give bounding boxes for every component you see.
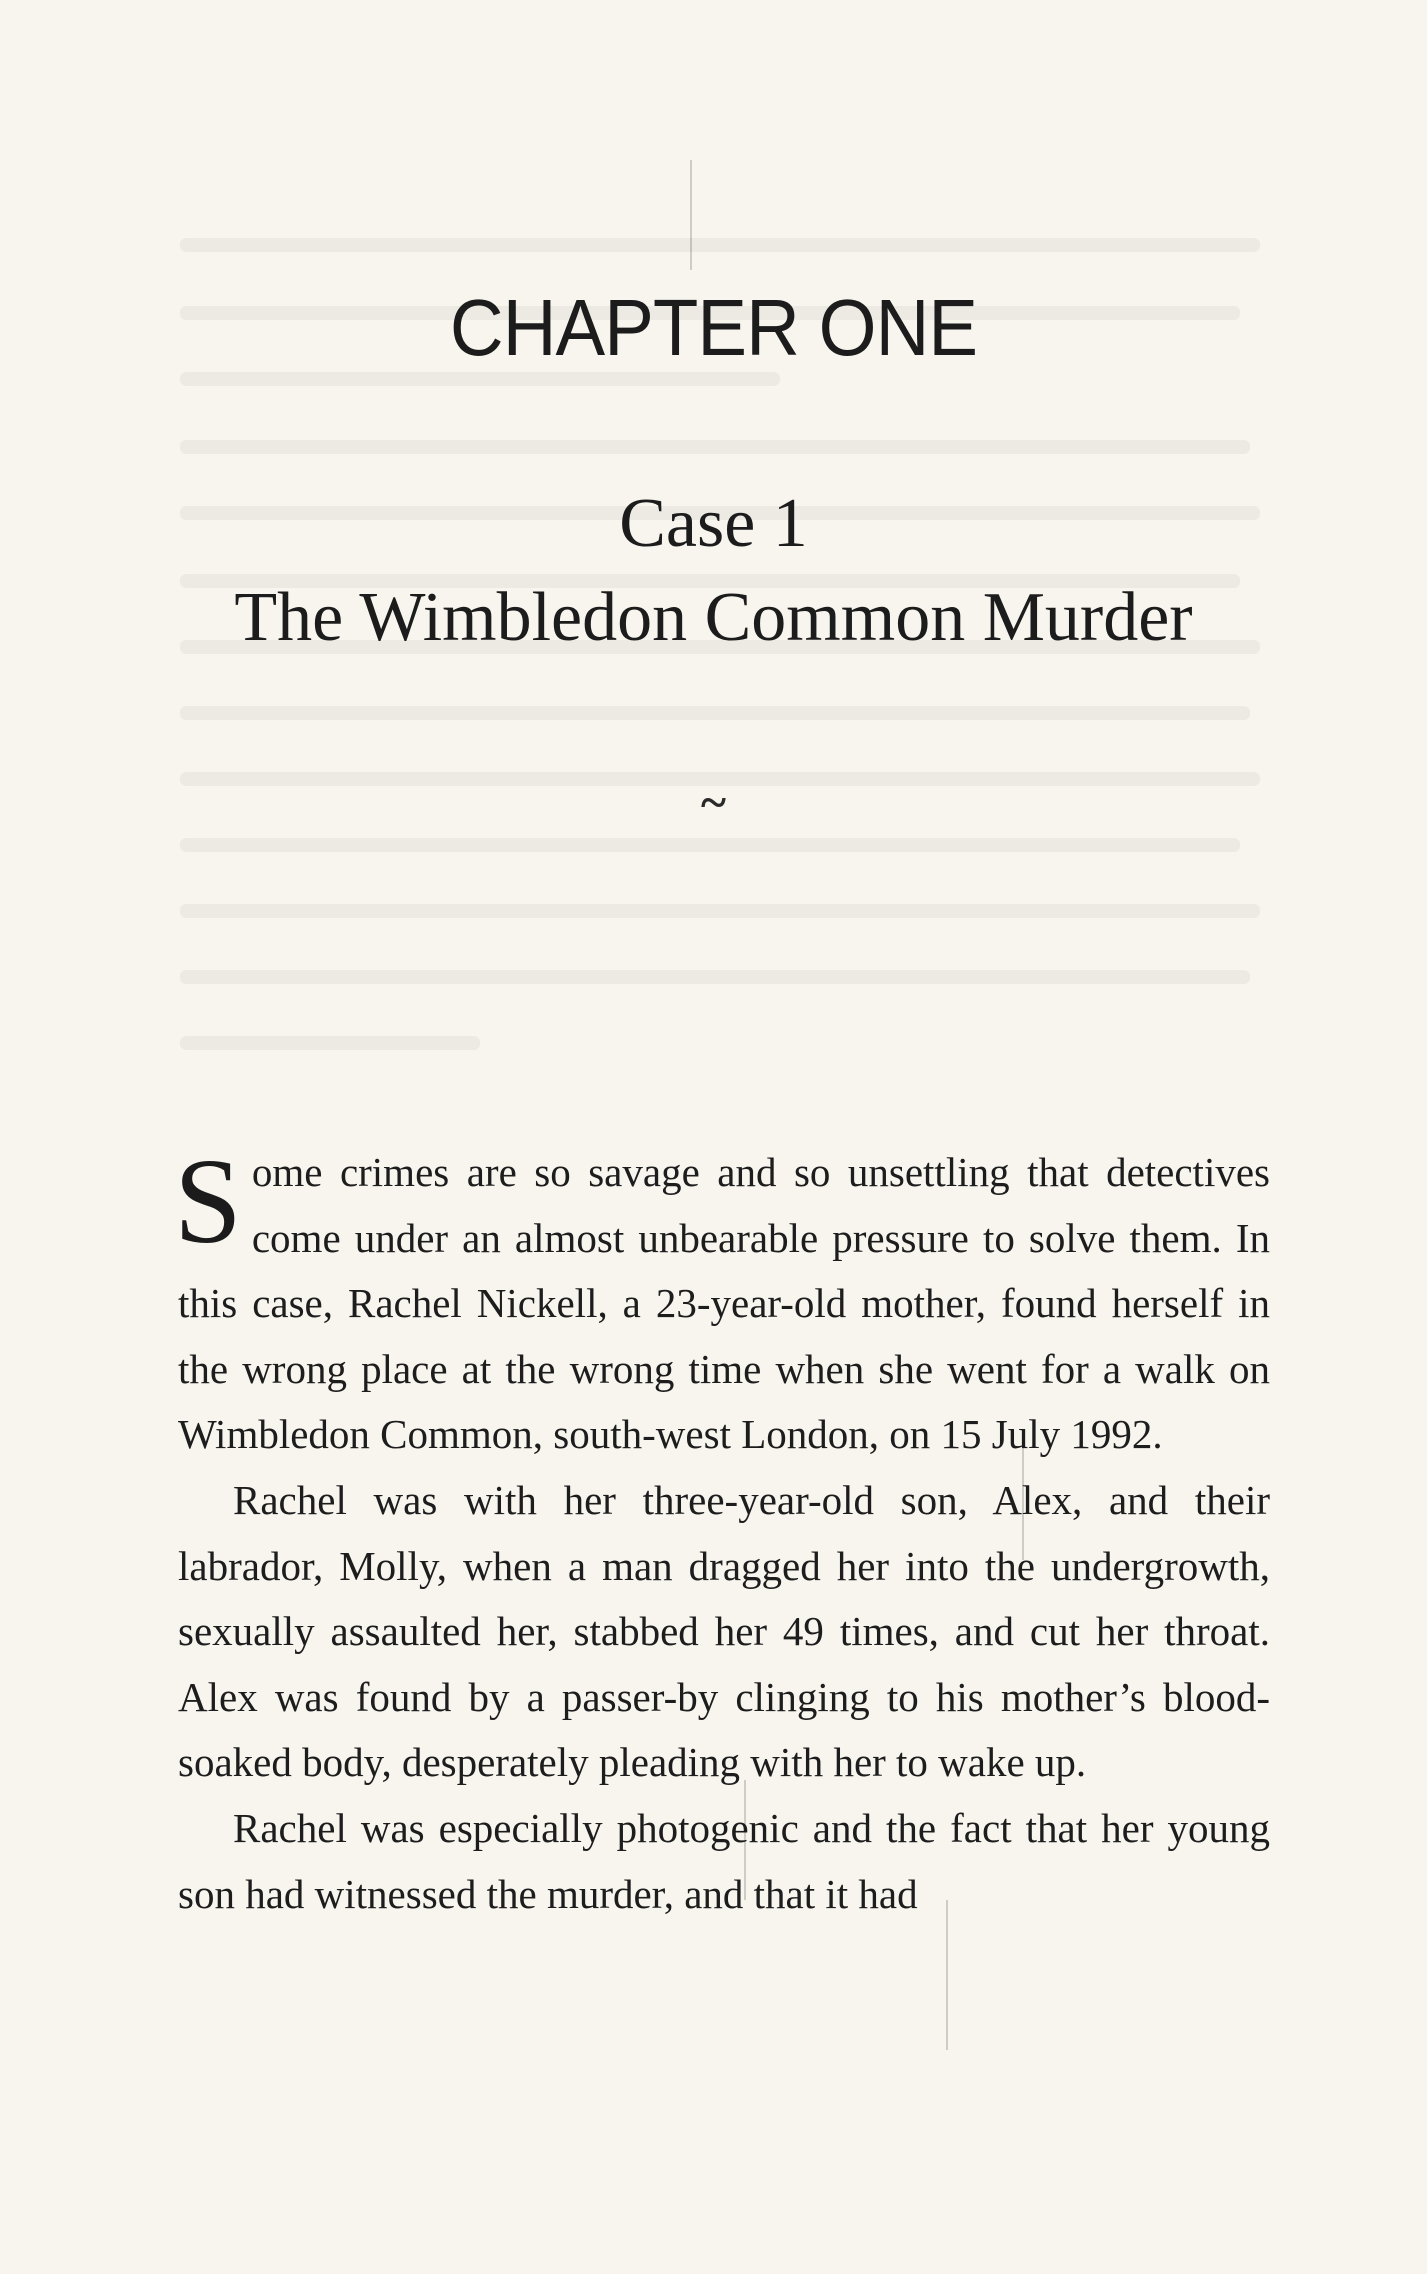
chapter-heading: CHAPTER ONE [449, 283, 978, 372]
show-through-mark [180, 440, 1250, 454]
scan-artifact-line [690, 160, 692, 270]
show-through-mark [180, 838, 1240, 852]
show-through-mark [180, 970, 1250, 984]
chapter-body [174, 1134, 1270, 1927]
case-number: Case 1 [619, 485, 808, 562]
ornament-divider: ~ [701, 776, 726, 829]
show-through-mark [180, 904, 1260, 918]
paragraph-1 [174, 1134, 1270, 1468]
show-through-mark [180, 1036, 480, 1050]
case-title: The Wimbledon Common Murder [234, 579, 1193, 656]
show-through-mark [180, 706, 1250, 720]
show-through-mark [180, 372, 780, 386]
drop-cap: S [174, 1134, 242, 1269]
paragraph-1-text: ome crimes are so savage and so unsettling that detectives come under an almost unbearable pressure to solve them. In this case, Rachel Nickell, a 23-year-old mother, found herself in the wrong place at the wrong time when she went for a walk on Wimbledon Common, south-west London, on 15 July 1992. [178, 1149, 1270, 1458]
show-through-mark [180, 238, 1260, 252]
paragraph-3: Rachel was especially photogenic and the fact that her young son had witnessed the murder, and that it had [178, 1804, 1270, 1917]
paragraph-2: Rachel was with her three-year-old son, Alex, and their labrador, Molly, when a man dragged her into the undergrowth, sexually assaulted her, stabbed her 49 times, and cut her throat. Alex was found by a passer-by clinging to his mother’s blood-soaked body, desperately pleading with her to wake up. [178, 1476, 1270, 1786]
